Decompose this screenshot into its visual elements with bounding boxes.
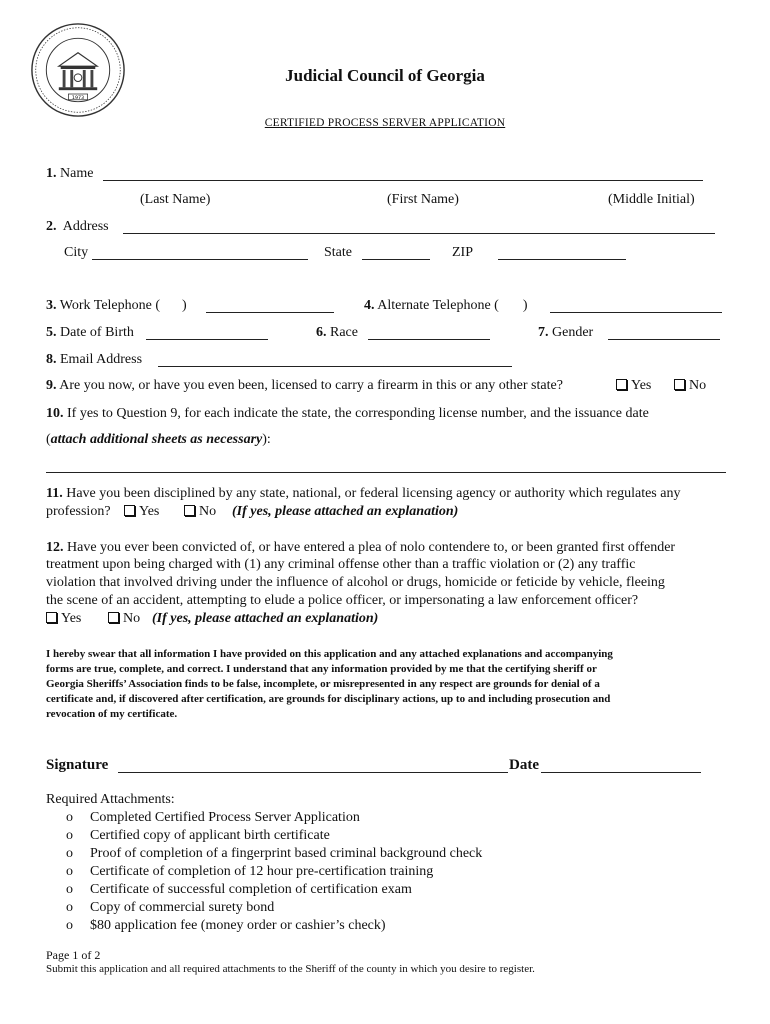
list-item: o Copy of commercial surety bond (66, 900, 275, 915)
checkbox-icon (616, 379, 627, 390)
q12-line4: the scene of an accident, attempting to elude a police officer, or impersonating a law enforcement officer? (46, 593, 639, 608)
alternate-telephone-field[interactable] (550, 312, 722, 313)
list-item: o Certified copy of applicant birth certificate (66, 828, 330, 843)
declaration-text: I hereby swear that all information I have provided on this application and any attached explanations and accompanying forms are true, complete, and correct. I understand that any information provided by me that the certifying sheriff or Georgia Sheriffs’ Association finds to be false, incomplete, or misrepresented in any respect are grounds for denial of a certificate and, if discovered after certification, are grounds for disciplinary actions, up to and including prosecution and revocation of my certificate. (46, 648, 613, 720)
first-name-caption: (First Name) (387, 192, 459, 207)
q12-line3: violation that involved driving under the influence of alcohol or drugs, homicide or feticide by vehicle, fleeing (46, 575, 665, 590)
city-label: City (64, 245, 89, 260)
footer-note: Submit this application and all required attachments to the Sheriff of the county in which you desire to register. (46, 963, 535, 975)
checkbox-icon (108, 612, 119, 623)
checkbox-icon (124, 505, 135, 516)
date-of-birth-field[interactable] (146, 339, 268, 340)
list-item: o Completed Certified Process Server Application (66, 810, 360, 825)
seal-year: 1973 (71, 95, 85, 101)
page-number: Page 1 of 2 (46, 948, 101, 962)
q12-line1: 12. Have you ever been convicted of, or have entered a plea of nolo contendere to, or been granted first offender (46, 540, 676, 555)
last-name-caption: (Last Name) (140, 192, 211, 207)
attachments-heading: Required Attachments: (46, 792, 175, 807)
q3-label: 3. Work Telephone ( ) (46, 298, 187, 313)
q2-label: 2. Address (46, 219, 109, 234)
q11-text-line2: profession? (46, 504, 111, 519)
state-label: State (324, 245, 352, 260)
q11-no-checkbox[interactable]: No (184, 504, 216, 520)
q9-text: 9. Are you now, or have you even been, licensed to carry a firearm in this or any other state? (46, 378, 563, 393)
list-item: o Proof of completion of a fingerprint based criminal background check (66, 846, 483, 861)
q1-label: 1. Name (46, 166, 94, 181)
page-title: Judicial Council of Georgia (285, 66, 485, 85)
zip-field[interactable] (498, 259, 626, 260)
q11-note: (If yes, please attached an explanation) (232, 504, 459, 519)
q11-yes-checkbox[interactable]: Yes (124, 504, 159, 520)
q11-text: 11. Have you been disciplined by any state, national, or federal licensing agency or authority which regulates any (46, 486, 681, 501)
gender-field[interactable] (608, 339, 720, 340)
q6-label: 6. Race (316, 325, 358, 340)
q12-note: (If yes, please attached an explanation) (152, 611, 379, 626)
q5-label: 5. Date of Birth (46, 325, 134, 340)
work-telephone-field[interactable] (206, 312, 334, 313)
middle-initial-caption: (Middle Initial) (608, 192, 695, 207)
q9-yes-checkbox[interactable]: Yes (616, 378, 651, 394)
list-item: o $80 application fee (money order or cashier’s check) (66, 918, 386, 933)
q10-note: (attach additional sheets as necessary): (46, 432, 271, 447)
q4-label: 4. Alternate Telephone ( ) (364, 298, 528, 313)
checkbox-icon (674, 379, 685, 390)
zip-label: ZIP (452, 245, 473, 260)
firearm-license-details-field[interactable] (46, 472, 726, 473)
q12-yes-checkbox[interactable]: Yes (46, 611, 81, 627)
name-field[interactable] (103, 180, 703, 181)
signature-date-field[interactable] (541, 772, 701, 773)
list-item: o Certificate of successful completion of certification exam (66, 882, 412, 897)
q9-no-checkbox[interactable]: No (674, 378, 706, 394)
address-field[interactable] (123, 233, 715, 234)
state-field[interactable] (362, 259, 430, 260)
checkbox-icon (46, 612, 57, 623)
date-label: Date (509, 757, 539, 773)
q8-label: 8. Email Address (46, 352, 143, 367)
signature-field[interactable] (118, 772, 508, 773)
form-subtitle: CERTIFIED PROCESS SERVER APPLICATION (264, 117, 506, 129)
email-field[interactable] (158, 366, 512, 367)
q7-label: 7. Gender (538, 325, 594, 340)
race-field[interactable] (368, 339, 490, 340)
q12-no-checkbox[interactable]: No (108, 611, 140, 627)
list-item: o Certificate of completion of 12 hour pre-certification training (66, 864, 434, 879)
city-field[interactable] (92, 259, 308, 260)
checkbox-icon (184, 505, 195, 516)
signature-label: Signature (46, 757, 109, 773)
q10-text: 10. If yes to Question 9, for each indicate the state, the corresponding license number, and the issuance date (46, 406, 649, 421)
q12-line2: treatment upon being charged with (1) any criminal offense other than a traffic violation or (2) any traffic (46, 557, 636, 572)
attachments-list (66, 809, 482, 935)
